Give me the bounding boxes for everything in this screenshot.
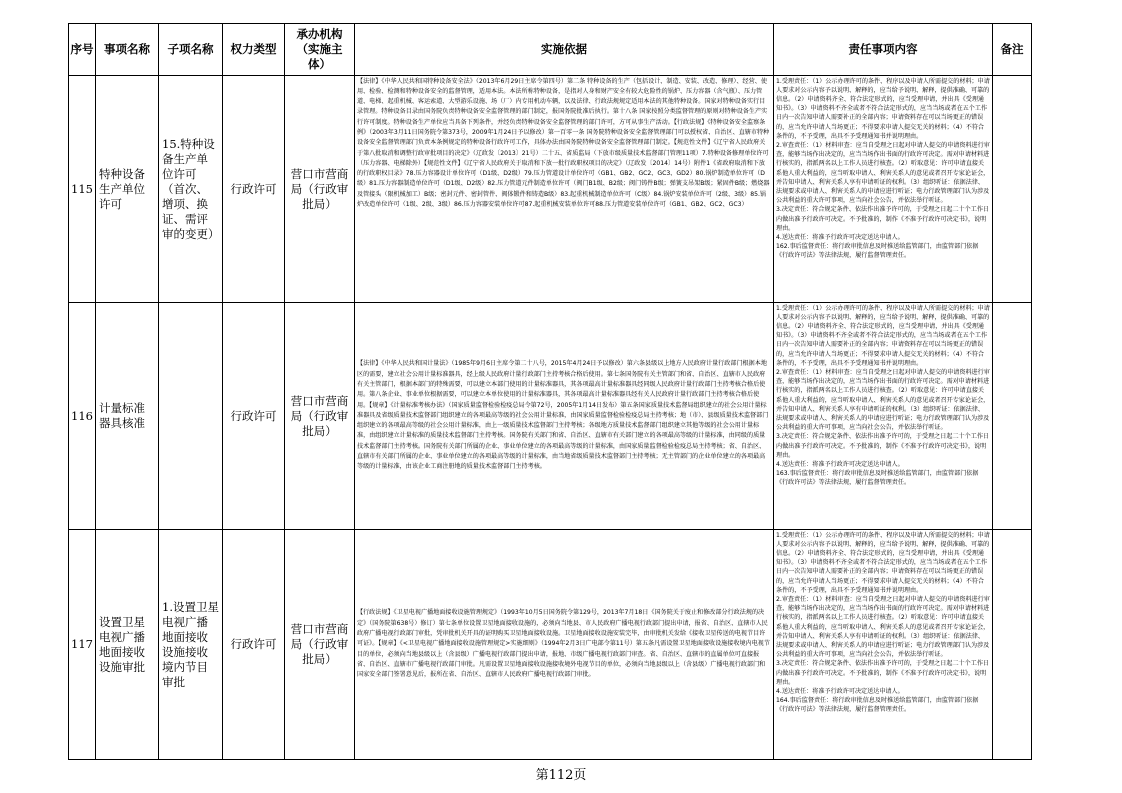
header-responsibility: 责任事项内容 [774, 24, 993, 76]
row-number: 115 [69, 76, 96, 303]
row-number: 117 [69, 530, 96, 760]
legal-basis-text: 【行政法规】《卫星电视广播地面接收设施管理规定》（1993年10月5日国务院令第129号，2013年7月18日《国务院关于废止和修改部分行政法规的决定》（国务院第638号）修订）第七条单位设置卫星地面接收设施的，必须向当地县、市人民政府广播电视行政部门提出申请，报省、自治区、直辖市人民政府广播电视行政部门审批，凭审批机关开具的证明购买卫星地面接收设施。卫星地面接收设施安装完毕，由审批机关发给《接收卫星传送的电视节目许可证》。【规章】《<卫星电视广播地面接收设施管理规定>实施细则》（1994年2月3日广电部令第11号）第五条凡需设置卫星地面接收设施接收境内电视节目的单位，必须向当地县级以上（含县级）广播电视行政部门提出申请，报地、市级广播电视行政部门审查。省、自治区、直辖市的直属单位可直接报省、自治区、直辖市广播电视行政部门审批。凡需设置卫星地面接收设施接收境外电视节目的单位，必须向当地县级以上（含县级）广播电视行政部门和国家安全部门签署意见后，报所在省、自治区、直辖市人民政府广播电视行政部门审批。 [357, 609, 770, 679]
responsibility-text: 1.受理责任：（1）公示办理许可的条件、程序以及申请人所需提交的材料；申请人要求对公示内容予以说明、解释的，应当给予说明、解释，提供准确、可靠的信息。（2）申请资料齐全、符合法定形式的，应当受理申请，并出具《受理通知书》。（3）申请资料不齐全或者不符合法定形式的，应当当场或者在五个工作日内一次告知申请人需要补正的全部内容；申请资料存在可以当场更正的错误的，应当允许申请人当场更正；不得要求申请人提交无关的材料；（4）不符合条件的，不予受理，出具不予受理通知书并说明理由。 2.审查责任：（1）材料审查：应当自受理之日起对申请人提交的申请资料进行审查，能够当场作出决定的，应当当场作出书面的行政许可决定。需对申请材料进行核实的，指派两名以上工作人员进行核查。（2）听取意见：许可申请直接关系他人重大利益的，应当听取申请人、利害关系人的意见或者召开专家论证会，并告知申请人、利害关系人享有申请听证的权利。（3）组织听证：依据法律、法规要求或申请人、利害关系人的申请应进行听证；电力行政管理部门认为涉及公共利益的重大许可事项，应当向社会公告，并依法举行听证。 3.决定责任：符合规定条件、依法作出准予许可的，于受理之日起二十个工作日内做出准予行政许可决定。不予批准的，制作《不准予行政许可决定书》，说明理由。 4.送达责任：将准予行政许可决定送达申请人。 164.事后监督责任：将行政审批信息及时推送给监管部门，由监管部门依据《行政许可法》等法律法规，履行监督管理责任。 [776, 531, 990, 714]
header-sub-item: 子项名称 [159, 24, 223, 76]
sub-item-name: 1.设置卫星电视广播地面接收设施接收境内节目审批 [159, 530, 223, 760]
remarks [993, 530, 1032, 760]
header-item-name: 事项名称 [96, 24, 159, 76]
header-organization: 承办机构（实施主体） [285, 24, 355, 76]
power-type: 行政许可 [223, 303, 285, 530]
header-remarks: 备注 [993, 24, 1032, 76]
header-power-type: 权力类型 [223, 24, 285, 76]
table-row [69, 530, 1032, 760]
organization: 营口市营商局（行政审批局） [285, 76, 355, 303]
organization: 营口市营商局（行政审批局） [285, 303, 355, 530]
legal-basis-text: 【法律】《中华人民共和国特种设备安全法》（2013年6月29日主席令第四号）第二条 特种设备的生产（包括设计、制造、安装、改造、修理）、经营、使用、检验、检测和特种设备安全的监督管理，适用本法。本法所称特种设备，是指对人身和财产安全有较大危险性的锅炉、压力容器（含气瓶）、压力管道、电梯、起重机械、客运索道、大型游乐设施、场（厂）内专用机动车辆，以及法律、行政法规规定适用本法的其他特种设备。国家对特种设备实行目录管理。特种设备目录由国务院负责特种设备安全监督管理的部门制定，报国务院批准后执行。第十八条 国家按照分类监督管理的原则对特种设备生产实行许可制度。特种设备生产单位应当具备下列条件，并经负责特种设备安全监督管理的部门许可，方可从事生产活动。【行政法规】《特种设备安全监察条例》（2003年3月11日国务院令第373号，2009年1月24日予以修改）第一百零一条 国务院特种设备安全监督管理部门可以授权省、自治区、直辖市特种设备安全监督管理部门负责本条例规定的特种设备行政许可工作，具体办法由国务院特种设备安全监督管理部门制定。【规范性文件】《辽宁省人民政府关于第八批取消和调整行政审批项目的决定》（辽政发〔2013〕21号）二十五、省质监局（下放市级质量技术监督部门管理11项）7.特种设备修理单位许可（压力容器、电梯除外）【规范性文件】《辽宁省人民政府关于取消和下放一批行政职权项目的决定》（辽政发〔2014〕14号）附件1《省政府取消和下放的行政职权目录》78.压力容器设计单位许可（D1级、D2级）79.压力管道设计单位许可（GB1、GB2、GC2、GC3、GD2）80.锅炉制造单位许可（D级）81.压力容器制造单位许可（D1级、D2级）82.压力管道元件制造单位许可（阀门B1级、B2级；阀门铸件B级；弹簧支吊架B级；紧固件B级；燃烧器及管接头（限机械加工）B级；密封元件、密封管件、阀体锻件和铸造B级）83.起重机械制造单位许可（C级）84.锅炉安装单位许可（2级、3级）85.锅炉改造单位许可（1级、2级、3级）86.压力容器安装单位许可87.起重机械安装单位许可88.压力管道安装单位许可（GB1、GB2、GC2、GC3） [357, 77, 770, 209]
responsibility-text: 1.受理责任：（1）公示办理许可的条件、程序以及申请人所需提交的材料；申请人要求对公示内容予以说明、解释的，应当给予说明、解释，提供准确、可靠的信息。（2）申请资料齐全、符合法定形式的，应当受理申请，并出具《受理通知书》。（3）申请资料不齐全或者不符合法定形式的，应当当场或者在五个工作日内一次告知申请人需要补正的全部内容；申请资料存在可以当场更正的错误的，应当允许申请人当场更正；不得要求申请人提交无关的材料；（4）不符合条件的，不予受理，出具不予受理通知书并说明理由。 2.审查责任：（1）材料审查：应当自受理之日起对申请人提交的申请资料进行审查，能够当场作出决定的，应当当场作出书面的行政许可决定。需对申请材料进行核实的，指派两名以上工作人员进行核查。（2）听取意见：许可申请直接关系他人重大利益的，应当听取申请人、利害关系人的意见或者召开专家论证会，并告知申请人、利害关系人享有申请听证的权利。（3）组织听证：依据法律、法规要求或申请人、利害关系人的申请应进行听证；电力行政管理部门认为涉及公共利益的重大许可事项，应当向社会公告，并依法举行听证。 3.决定责任：符合规定条件、依法作出准予许可的，于受理之日起二十个工作日内做出准予行政许可决定。不予批准的，制作《不准予行政许可决定书》，说明理由。 4.送达责任：将准予行政许可决定送达申请人。 163.事后监督责任：将行政审批信息及时推送给监管部门，由监管部门依据《行政许可法》等法律法规，履行监督管理责任。 [776, 304, 990, 487]
page-number: 第112页 [535, 768, 587, 783]
legal-basis-text: 【法律】《中华人民共和国计量法》（1985年9月6日主席令第二十八号，2015年4月24日予以修改）第六条县级以上地方人民政府计量行政部门根据本地区的需要，建立社会公用计量标准器具，经上级人民政府计量行政部门主持考核合格后使用。第七条国务院有关主管部门和省、自治区、直辖市人民政府有关主管部门，根据本部门的特殊需要，可以建立本部门使用的计量标准器具，其各项最高计量标准器具经同级人民政府计量行政部门主持考核合格后使用。第八条企业、事业单位根据需要，可以建立本单位使用的计量标准器具，其各项最高计量标准器具经有关人民政府计量行政部门主持考核合格后使用。【规章】《计量标准考核办法》（国家质量监督检验检疫总局令第72号，2005年1月14日发布）第五条国家质量技术监督局组织建立的社会公用计量标准器具及省级质量技术监督部门组织建立的各项最高等级的社会公用计量标准，由国家质量监督检验检疫总局主持考核；地（市）、县级质量技术监督部门组织建立的各项最高等级的社会公用计量标准，由上一级质量技术监督部门主持考核；各级地方质量技术监督部门组织建立其他等级的社会公用计量标准，由组织建立计量标准的质量技术监督部门主持考核。国务院有关部门和省、自治区、直辖市有关部门建立的各项最高等级的计量标准，由同级的质量技术监督部门主持考核。国务院有关部门所属的企业、事业单位建立的各项最高等级的计量标准，由国家质量监督检验检疫总局主持考核；省、自治区、直辖市有关部门所属的企业、事业单位建立的各项最高等级的计量标准，由当地省级质量技术监督部门主持考核；无主管部门的企业单位建立的各项最高等级的计量标准，由该企业工商注册地的质量技术监督部门主持考核。 [357, 360, 769, 471]
power-type: 行政许可 [223, 76, 285, 303]
row-number: 116 [69, 303, 96, 530]
item-name: 计量标准器具核准 [96, 303, 159, 530]
table-row [69, 76, 1032, 303]
remarks [993, 303, 1032, 530]
responsibility-text: 1.受理责任：（1）公示办理许可的条件、程序以及申请人所需提交的材料；申请人要求对公示内容予以说明、解释的，应当给予说明、解释，提供准确、可靠的信息。（2）申请资料齐全、符合法定形式的，应当受理申请，并出具《受理通知书》。（3）申请资料不齐全或者不符合法定形式的，应当当场或者在五个工作日内一次告知申请人需要补正的全部内容；申请资料存在可以当场更正的错误的，应当允许申请人当场更正；不得要求申请人提交无关的材料；（4）不符合条件的，不予受理，出具不予受理通知书并说明理由。 2.审查责任：（1）材料审查：应当自受理之日起对申请人提交的申请资料进行审查，能够当场作出决定的，应当当场作出书面的行政许可决定。需对申请材料进行核实的，指派两名以上工作人员进行核查。（2）听取意见：许可申请直接关系他人重大利益的，应当听取申请人、利害关系人的意见或者召开专家论证会，并告知申请人、利害关系人享有申请听证的权利。（3）组织听证：依据法律、法规要求或申请人、利害关系人的申请应进行听证；电力行政管理部门认为涉及公共利益的重大许可事项，应当向社会公告，并依法举行听证。 3.决定责任：符合规定条件、依法作出准予许可的，于受理之日起二十个工作日内做出准予行政许可决定。不予批准的，制作《不准予行政许可决定书》，说明理由。 4.送达责任：将准予行政许可决定送达申请人。 162.事后监督责任：将行政审批信息及时推送给监管部门，由监管部门依据《行政许可法》等法律法规，履行监督管理责任。 [776, 77, 990, 260]
organization: 营口市营商局（行政审批局） [285, 530, 355, 760]
item-name: 特种设备生产单位许可 [96, 76, 159, 303]
header-legal-basis: 实施依据 [355, 24, 774, 76]
table-header-row [69, 24, 1032, 76]
remarks [993, 76, 1032, 303]
power-list-table [68, 23, 1032, 760]
table-row [69, 303, 1032, 530]
item-name: 设置卫星电视广播地面接收设施审批 [96, 530, 159, 760]
sub-item-name [159, 303, 223, 530]
sub-item-name: 15.特种设备生产单位许可（首次、增项、换证、需评审的变更） [159, 76, 223, 303]
header-no: 序号 [69, 24, 96, 76]
power-type: 行政许可 [223, 530, 285, 760]
